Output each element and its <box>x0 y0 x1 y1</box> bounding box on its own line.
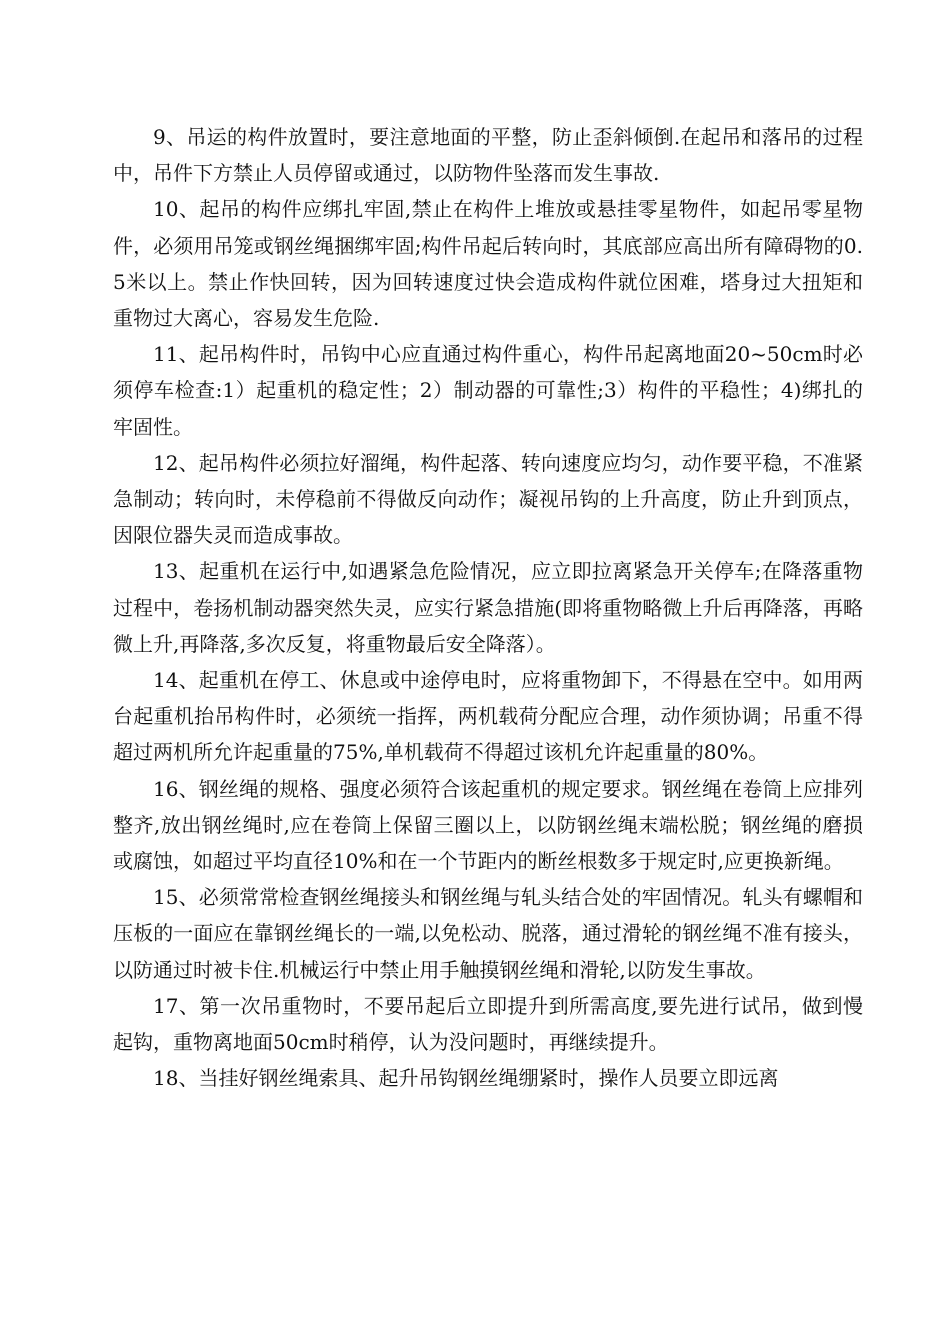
paragraph-14: 14、起重机在停工、休息或中途停电时，应将重物卸下，不得悬在空中。如用两台起重机抬吊构件时，必须统一指挥，两机载荷分配应合理，动作须协调；吊重不得超过两机所允许起重量的75%,单机载荷不得超过该机允许起重量的80%。 <box>113 668 863 765</box>
paragraph-18: 18、当挂好钢丝绳索具、起升吊钩钢丝绳绷紧时，操作人员要立即远离 <box>153 1066 779 1091</box>
paragraph-12: 12、起吊构件必须拉好溜绳，构件起落、转向速度应均匀，动作要平稳，不准紧急制动；转向时，未停稳前不得做反向动作；凝视吊钩的上升高度，防止升到顶点，因限位器失灵而造成事故。 <box>113 450 863 548</box>
document-body <box>113 119 863 1096</box>
paragraph-9: 9、吊运的构件放置时，要注意地面的平整，防止歪斜倾倒.在起吊和落吊的过程中，吊件下方禁止人员停留或通过，以防物件坠落而发生事故. <box>113 125 863 186</box>
paragraph-17: 17、第一次吊重物时，不要吊起后立即提升到所需高度,要先进行试吊，做到慢起钩，重物离地面50cm时稍停，认为没问题时，再继续提升。 <box>113 993 863 1055</box>
paragraph-13: 13、起重机在运行中,如遇紧急危险情况，应立即拉离紧急开关停车;在降落重物过程中，卷扬机制动器突然失灵，应实行紧急措施(即将重物略微上升后再降落，再略微上升,再降落,多次反复，将重物最后安全降落）。 <box>113 559 863 656</box>
paragraph-15: 15、必须常常检查钢丝绳接头和钢丝绳与轧头结合处的牢固情况。轧头有螺帽和压板的一面应在靠钢丝绳长的一端,以免松动、脱落，通过滑轮的钢丝绳不准有接头，以防通过时被卡住.机械运行中禁止用手触摸钢丝绳和滑轮,以防发生事故。 <box>113 885 863 982</box>
paragraph-11: 11、起吊构件时，吊钩中心应直通过构件重心，构件吊起离地面20~50cm时必须停车检查:1）起重机的稳定性；2）制动器的可靠性;3）构件的平稳性；4)绑扎的牢固性。 <box>113 342 863 439</box>
paragraph-16: 16、钢丝绳的规格、强度必须符合该起重机的规定要求。钢丝绳在卷筒上应排列整齐,放出钢丝绳时,应在卷筒上保留三圈以上，以防钢丝绳末端松脱；钢丝绳的磨损或腐蚀，如超过平均直径10%和在一个节距内的断丝根数多于规定时,应更换新绳。 <box>113 776 863 874</box>
paragraph-10: 10、起吊的构件应绑扎牢固,禁止在构件上堆放或悬挂零星物件，如起吊零星物件，必须用吊笼或钢丝绳捆绑牢固;构件吊起后转向时，其底部应高出所有障碍物的0.5米以上。禁止作快回转，因为回转速度过快会造成构件就位困难，塔身过大扭矩和重物过大离心，容易发生危险. <box>113 197 863 331</box>
